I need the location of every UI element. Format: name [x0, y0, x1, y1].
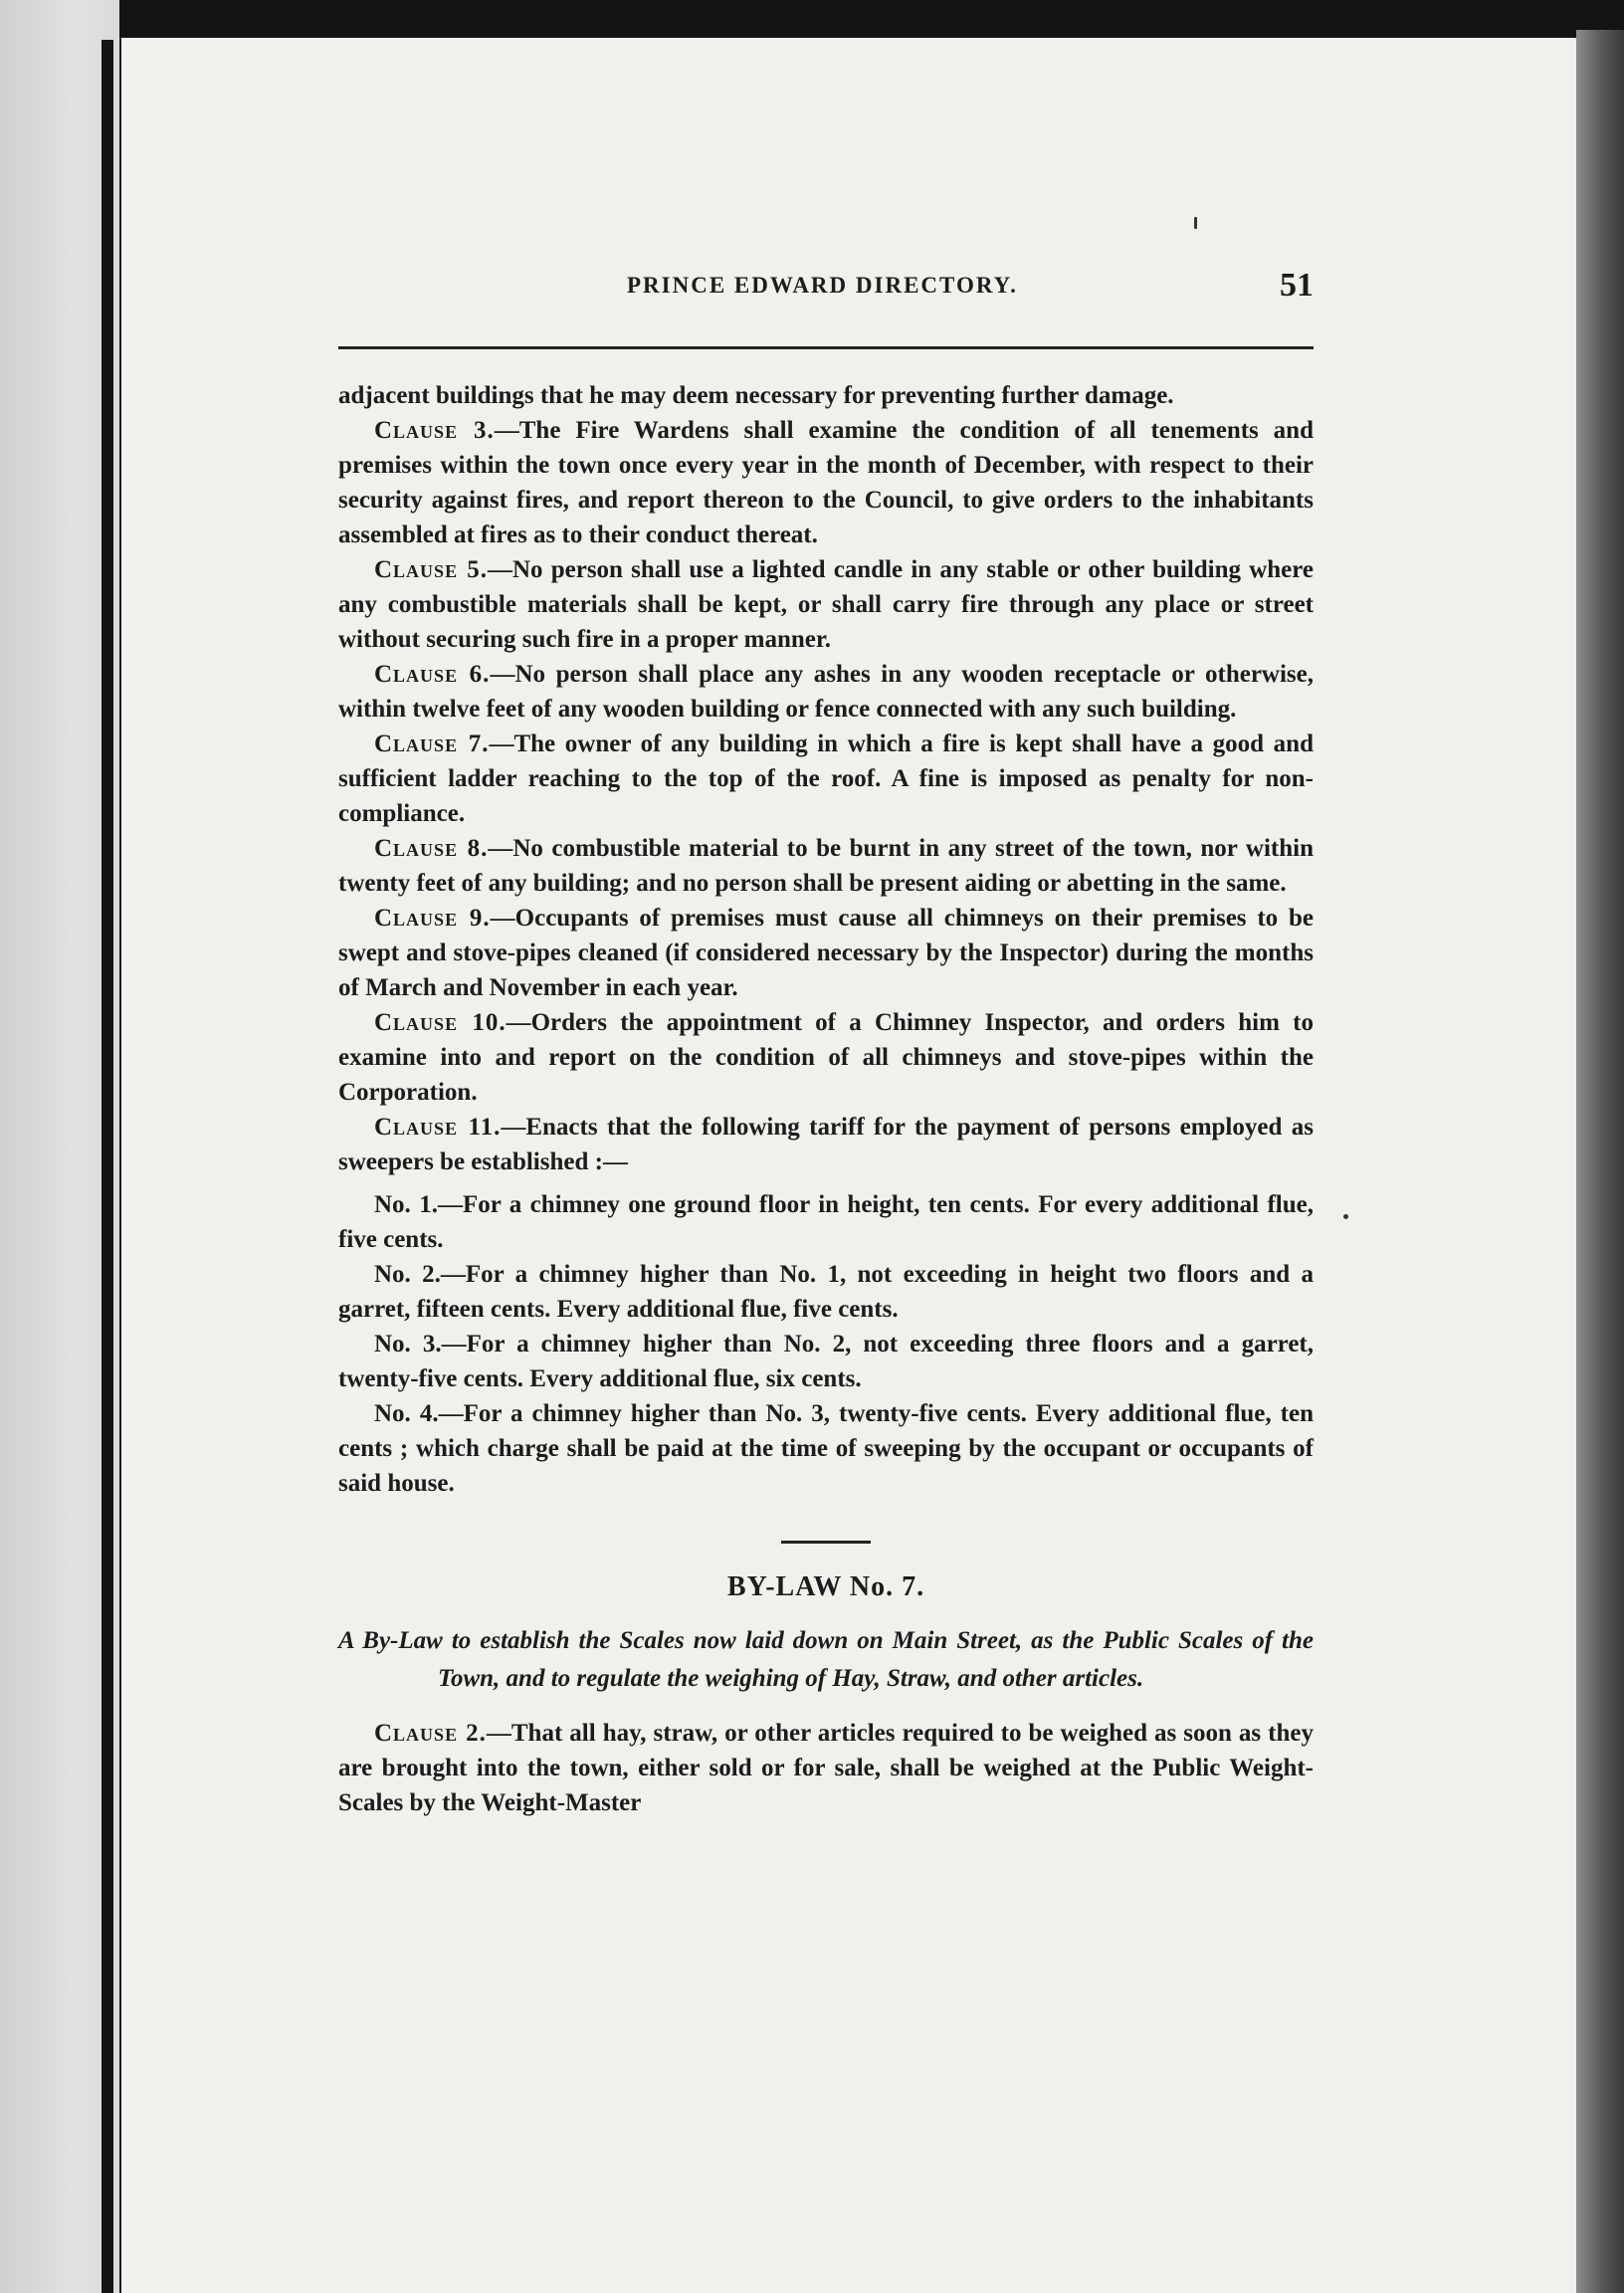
section-divider: [781, 1541, 871, 1544]
clause-label: Clause 5.: [374, 556, 488, 583]
page-stack-edge: [1576, 30, 1624, 2293]
page-number: 51: [1280, 267, 1314, 304]
bylaw-heading: BY-LAW No. 7.: [726, 1571, 925, 1602]
clause-label: Clause 11.: [374, 1114, 502, 1141]
scan-speck: [1343, 1214, 1348, 1219]
tariff-item: No. 2.—For a chimney higher than No. 1, not exceeding in height two floors and a garret, fifteen cents. Every additional flue, five cents.: [338, 1261, 1314, 1323]
clause-label: Clause 10.: [374, 1009, 507, 1036]
scan-border-top: [0, 0, 1624, 38]
clause-paragraph: Clause 3.—The Fire Wardens shall examine the condition of all tenements and premises within the town once every year in the month of December, with respect to their security against fires, and report thereon to the Council, to give orders to the inhabitants assembled at fires as to their conduct thereat.: [338, 417, 1314, 548]
clause-paragraph: Clause 10.—Orders the appointment of a Chimney Inspector, and orders him to examine into and report on the condition of all chimneys and stove-pipes within the Corporation.: [338, 1009, 1314, 1106]
clause-paragraph: Clause 2.—That all hay, straw, or other articles required to be weighed as soon as they are brought into the town, either sold or for sale, shall be weighed at the Public Weight-Scales by the Weight-Master: [338, 1720, 1315, 1816]
clause-paragraph: Clause 11.—Enacts that the following tariff for the payment of persons employed as sweepers be established :—: [338, 1114, 1314, 1175]
body-text: [338, 378, 1314, 1820]
clause-label: Clause 3.: [374, 417, 495, 444]
tariff-item: No. 3.—For a chimney higher than No. 2, not exceeding three floors and a garret, twenty-five cents. Every additional flue, six cents.: [338, 1331, 1314, 1392]
running-title: PRINCE EDWARD DIRECTORY.: [627, 273, 1018, 298]
clause-paragraph: Clause 7.—The owner of any building in which a fire is kept shall have a good and sufficient ladder reaching to the top of the roof. A fine is imposed as penalty for non-compliance.: [338, 730, 1314, 827]
tariff-item: No. 4.—For a chimney higher than No. 3, twenty-five cents. Every additional flue, ten cents ; which charge shall be paid at the time of sweeping by the occupant or occupants of said house.: [338, 1400, 1314, 1497]
tariff-item: No. 1.—For a chimney one ground floor in height, ten cents. For every additional flue, five cents.: [338, 1191, 1314, 1253]
clause-paragraph: Clause 5.—No person shall use a lighted candle in any stable or other building where any combustible materials shall be kept, or shall carry fire through any place or street without securing such fire in a proper manner.: [338, 556, 1314, 653]
clause-paragraph: Clause 6.—No person shall place any ashes in any wooden receptacle or otherwise, within twelve feet of any wooden building or fence connected with any such building.: [338, 661, 1314, 723]
running-head: [338, 267, 1314, 316]
scan-speck: [1194, 217, 1197, 229]
clause-label: Clause 6.: [374, 661, 491, 688]
paragraph: adjacent buildings that he may deem necessary for preventing further damage.: [338, 382, 1174, 409]
clause-paragraph: Clause 9.—Occupants of premises must cause all chimneys on their premises to be swept and stove-pipes cleaned (if considered necessary by the Inspector) during the months of March and November in each year.: [338, 905, 1314, 1001]
book-spine: [102, 40, 113, 2293]
clause-label: Clause 8.: [374, 835, 489, 862]
clause-label: Clause 9.: [374, 905, 491, 932]
header-rule: [338, 346, 1314, 349]
clause-label: Clause 2.: [374, 1720, 487, 1747]
clause-label: Clause 7.: [374, 730, 490, 757]
bylaw-description: A By-Law to establish the Scales now laid down on Main Street, as the Public Scales of the Town, and to regulate the weighing of Hay, Straw, and other articles.: [338, 1627, 1314, 1692]
clause-paragraph: Clause 8.—No combustible material to be burnt in any street of the town, nor within twenty feet of any building; and no person shall be present aiding or abetting in the same.: [338, 835, 1315, 897]
